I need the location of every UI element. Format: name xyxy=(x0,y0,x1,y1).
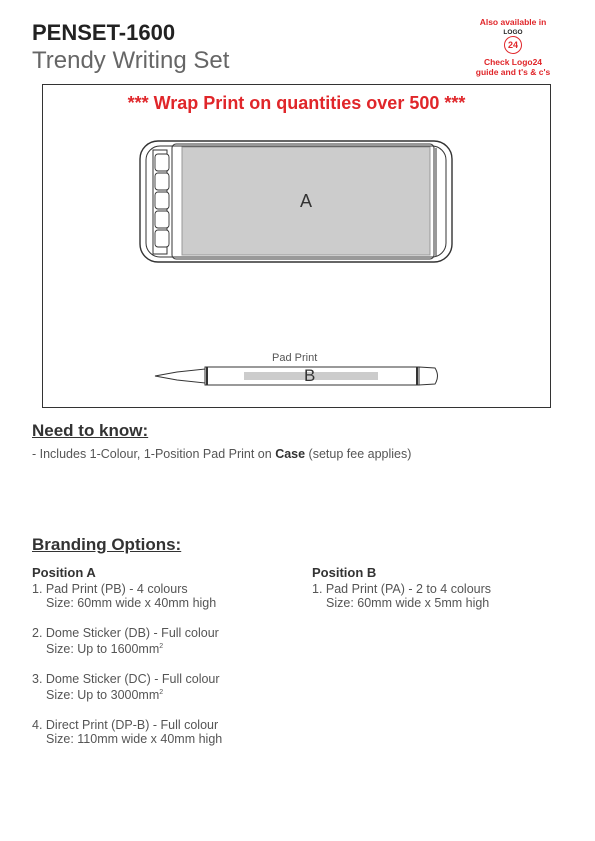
superscript-2: 2 xyxy=(159,689,164,697)
position-b-options xyxy=(312,566,491,626)
need-to-know-text xyxy=(32,447,411,461)
pen-tip xyxy=(155,369,205,383)
wrap-print-notice: *** Wrap Print on quantities over 500 *** xyxy=(127,93,466,113)
option-size: Size: 110mm wide x 40mm high xyxy=(46,732,223,747)
position-b-label: B xyxy=(304,366,316,385)
position-a-title: Position A xyxy=(32,565,96,580)
position-a-options xyxy=(32,566,222,762)
pad-print-label: Pad Print xyxy=(272,352,318,364)
logo24-number: 24 xyxy=(504,36,522,54)
pen-end-cap xyxy=(419,367,438,385)
option-size: Size: Up to $3000mm^2$ xyxy=(46,688,164,703)
product-code: PENSET-1600 xyxy=(32,20,176,45)
position-a-label: A xyxy=(300,191,313,211)
branding-option xyxy=(312,582,491,610)
case-pen-caps xyxy=(155,154,169,247)
pen-illustration xyxy=(153,364,443,388)
logo24-word: LOGO xyxy=(503,29,523,36)
option-name: 1. Pad Print (PA) - 2 to 4 colours xyxy=(312,582,492,596)
logo24-check-line1: Check Logo24 xyxy=(483,57,543,67)
option-name: 4. Direct Print (DP-B) - Full colour xyxy=(32,718,219,733)
option-size: Size: 60mm wide x 40mm high xyxy=(46,596,217,610)
product-name: Trendy Writing Set xyxy=(32,47,230,74)
option-name: 1. Pad Print (PB) - 4 colours xyxy=(32,582,188,596)
logo24-check-line2: guide and t's & c's xyxy=(475,67,551,77)
need-text-prefix: - Includes 1-Colour, 1-Position Pad Print on xyxy=(32,447,276,461)
branding-option xyxy=(32,718,222,746)
logo24-callout[interactable] xyxy=(470,17,556,77)
logo24-available-text: Also available in xyxy=(479,17,547,27)
option-name: 2. Dome Sticker (DB) - Full colour xyxy=(32,626,219,640)
superscript-2: 2 xyxy=(159,643,164,650)
option-size: Size: 60mm wide x 5mm high xyxy=(326,596,490,610)
branding-option xyxy=(32,626,222,656)
logo24-icon xyxy=(500,29,526,55)
branding-options-heading: Branding Options: xyxy=(32,535,182,554)
option-size: Size: Up to $1600mm^2$ xyxy=(46,642,164,657)
need-to-know-heading: Need to know: xyxy=(32,421,149,440)
option-name: 3. Dome Sticker (DC) - Full colour xyxy=(32,672,220,687)
branding-option xyxy=(32,672,222,702)
position-b-title: Position B xyxy=(312,565,377,580)
need-text-bold: Case xyxy=(275,447,306,461)
need-text-suffix: (setup fee applies) xyxy=(305,447,412,461)
pen-case-illustration xyxy=(139,140,455,264)
branding-option xyxy=(32,582,222,610)
